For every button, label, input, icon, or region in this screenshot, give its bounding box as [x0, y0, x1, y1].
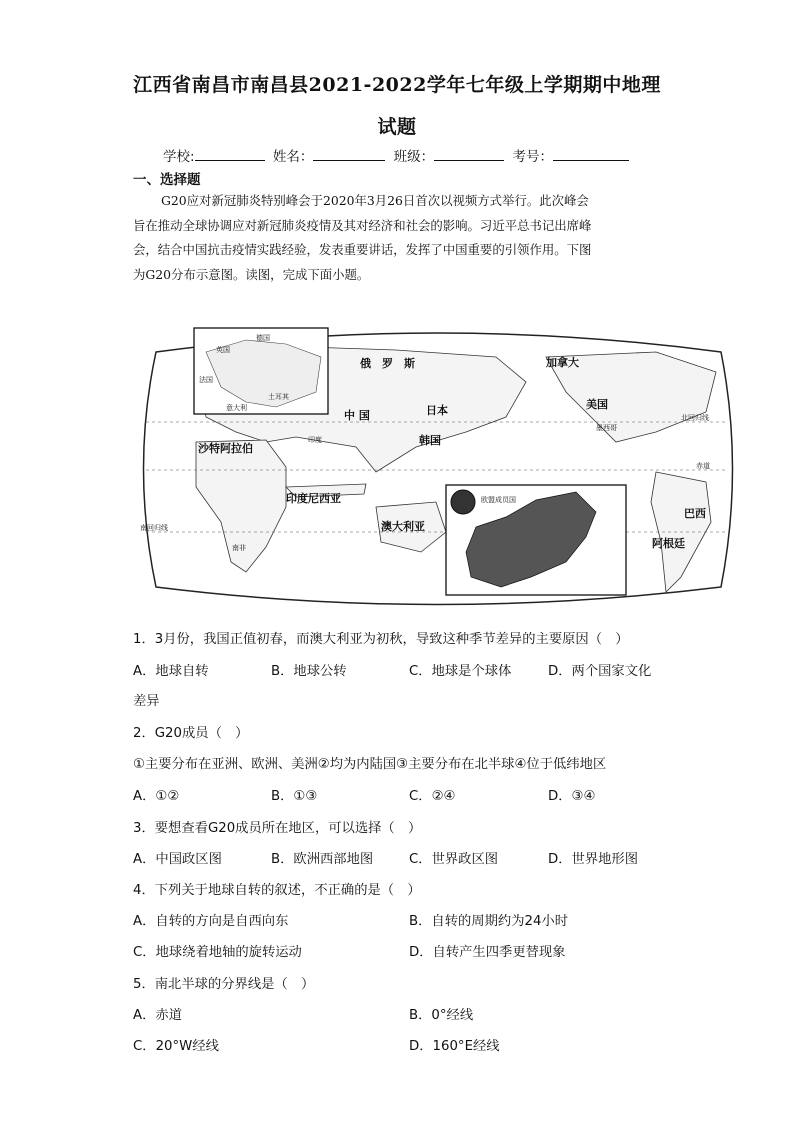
- country-label-turkey: 土耳其: [268, 393, 289, 401]
- g20-world-map: [136, 322, 736, 615]
- country-label-italy: 意大利: [226, 404, 247, 412]
- student-info-row: [163, 145, 633, 165]
- name-field[interactable]: [313, 147, 385, 161]
- q5-option-a[interactable]: A．赤道: [133, 1008, 182, 1023]
- exam-no-label: 考号：: [512, 149, 553, 165]
- country-label-china: 中 国: [344, 409, 370, 422]
- country-label-saudi: 沙特阿拉伯: [198, 442, 253, 455]
- q5-option-b[interactable]: B．0°经线: [409, 1008, 474, 1023]
- country-label-japan: 日本: [426, 404, 448, 417]
- q1-option-d-continuation: 差异: [133, 694, 160, 709]
- school-field[interactable]: [195, 147, 265, 161]
- country-label-usa: 美国: [586, 398, 608, 411]
- exam-title-line2: 试题: [377, 116, 417, 138]
- exam-title-line1: 江西省南昌市南昌县2021-2022学年七年级上学期期中地理: [133, 74, 661, 96]
- passage-line: 为G20分布示意图。读图，完成下面小题。: [133, 266, 370, 282]
- school-label: 学校:: [163, 149, 195, 165]
- q4-option-c[interactable]: C．地球绕着地轴的旋转运动: [133, 945, 302, 960]
- q4-option-b[interactable]: B．自转的周期约为24小时: [409, 914, 569, 929]
- country-label-korea: 韩国: [419, 434, 441, 447]
- q1-option-c[interactable]: C．地球是个球体: [409, 664, 512, 679]
- question-2-statements: ①主要分布在亚洲、欧洲、美洲②均为内陆国③主要分布在北半球④位于低纬地区: [133, 757, 607, 772]
- name-label: 姓名：: [272, 149, 314, 165]
- section-title: 一、选择题: [133, 172, 201, 188]
- class-field[interactable]: [434, 147, 504, 161]
- q2-option-b[interactable]: B．①③: [271, 789, 318, 804]
- country-label-south-africa: 南非: [232, 544, 246, 552]
- q4-option-d[interactable]: D．自转产生四季更替现象: [409, 945, 566, 960]
- reading-passage: [133, 189, 668, 287]
- q3-option-d[interactable]: D．世界地形图: [548, 852, 639, 867]
- q2-option-d[interactable]: D．③④: [548, 789, 596, 804]
- question-1-stem: 1．3月份，我国正值初春，而澳大利亚为初秋，导致这种季节差异的主要原因（ ）: [133, 632, 629, 647]
- class-label: 班级：: [393, 149, 435, 165]
- passage-line: 旨在推动全球协调应对新冠肺炎疫情及其对经济和社会的影响。习近平总书记出席峰: [133, 217, 592, 233]
- country-label-uk: 英国: [216, 346, 230, 354]
- exam-no-field[interactable]: [553, 147, 629, 161]
- country-label-germany: 德国: [256, 334, 270, 342]
- country-label-france: 法国: [199, 376, 213, 384]
- country-label-mexico: 墨西哥: [596, 424, 617, 432]
- tropic-north-label: 北回归线: [681, 414, 709, 422]
- passage-line: 会，结合中国抗击疫情实践经验，发表重要讲话，发挥了中国重要的引领作用。下图: [133, 242, 592, 257]
- q4-option-a[interactable]: A．自转的方向是自西向东: [133, 914, 289, 929]
- question-4-stem: 4．下列关于地球自转的叙述，不正确的是（ ）: [133, 883, 421, 898]
- equator-label: 赤道: [696, 462, 710, 470]
- tropic-south-label: 南回归线: [140, 524, 168, 532]
- q1-option-d[interactable]: D．两个国家文化: [548, 664, 652, 679]
- question-2-stem: 2．G20成员（ ）: [133, 726, 249, 741]
- q5-option-c[interactable]: C．20°W经线: [133, 1039, 219, 1054]
- question-5-stem: 5．南北半球的分界线是（ ）: [133, 977, 315, 992]
- q1-option-b[interactable]: B．地球公转: [271, 664, 347, 679]
- q1-option-a[interactable]: A．地球自转: [133, 664, 209, 679]
- q2-option-c[interactable]: C．②④: [409, 789, 456, 804]
- country-label-canada: 加拿大: [546, 356, 579, 369]
- country-label-australia: 澳大利亚: [381, 520, 425, 533]
- question-3-stem: 3．要想查看G20成员所在地区，可以选择（ ）: [133, 821, 422, 836]
- country-label-russia: 俄 罗 斯: [360, 357, 415, 370]
- q3-option-a[interactable]: A．中国政区图: [133, 852, 222, 867]
- country-label-brazil: 巴西: [684, 507, 706, 520]
- country-label-india: 印度: [308, 436, 322, 444]
- eu-flag-icon: [451, 490, 475, 514]
- q2-option-a[interactable]: A．①②: [133, 789, 180, 804]
- q3-option-b[interactable]: B．欧洲西部地图: [271, 852, 374, 867]
- passage-line: G20应对新冠肺炎特别峰会于2020年3月26日首次以视频方式举行。此次峰会: [161, 193, 589, 208]
- country-label-argentina: 阿根廷: [652, 537, 685, 550]
- q5-option-d[interactable]: D．160°E经线: [409, 1039, 500, 1054]
- q3-option-c[interactable]: C．世界政区图: [409, 852, 499, 867]
- country-label-indonesia: 印度尼西亚: [286, 492, 341, 505]
- eu-inset-title: 欧盟成员国: [481, 496, 516, 504]
